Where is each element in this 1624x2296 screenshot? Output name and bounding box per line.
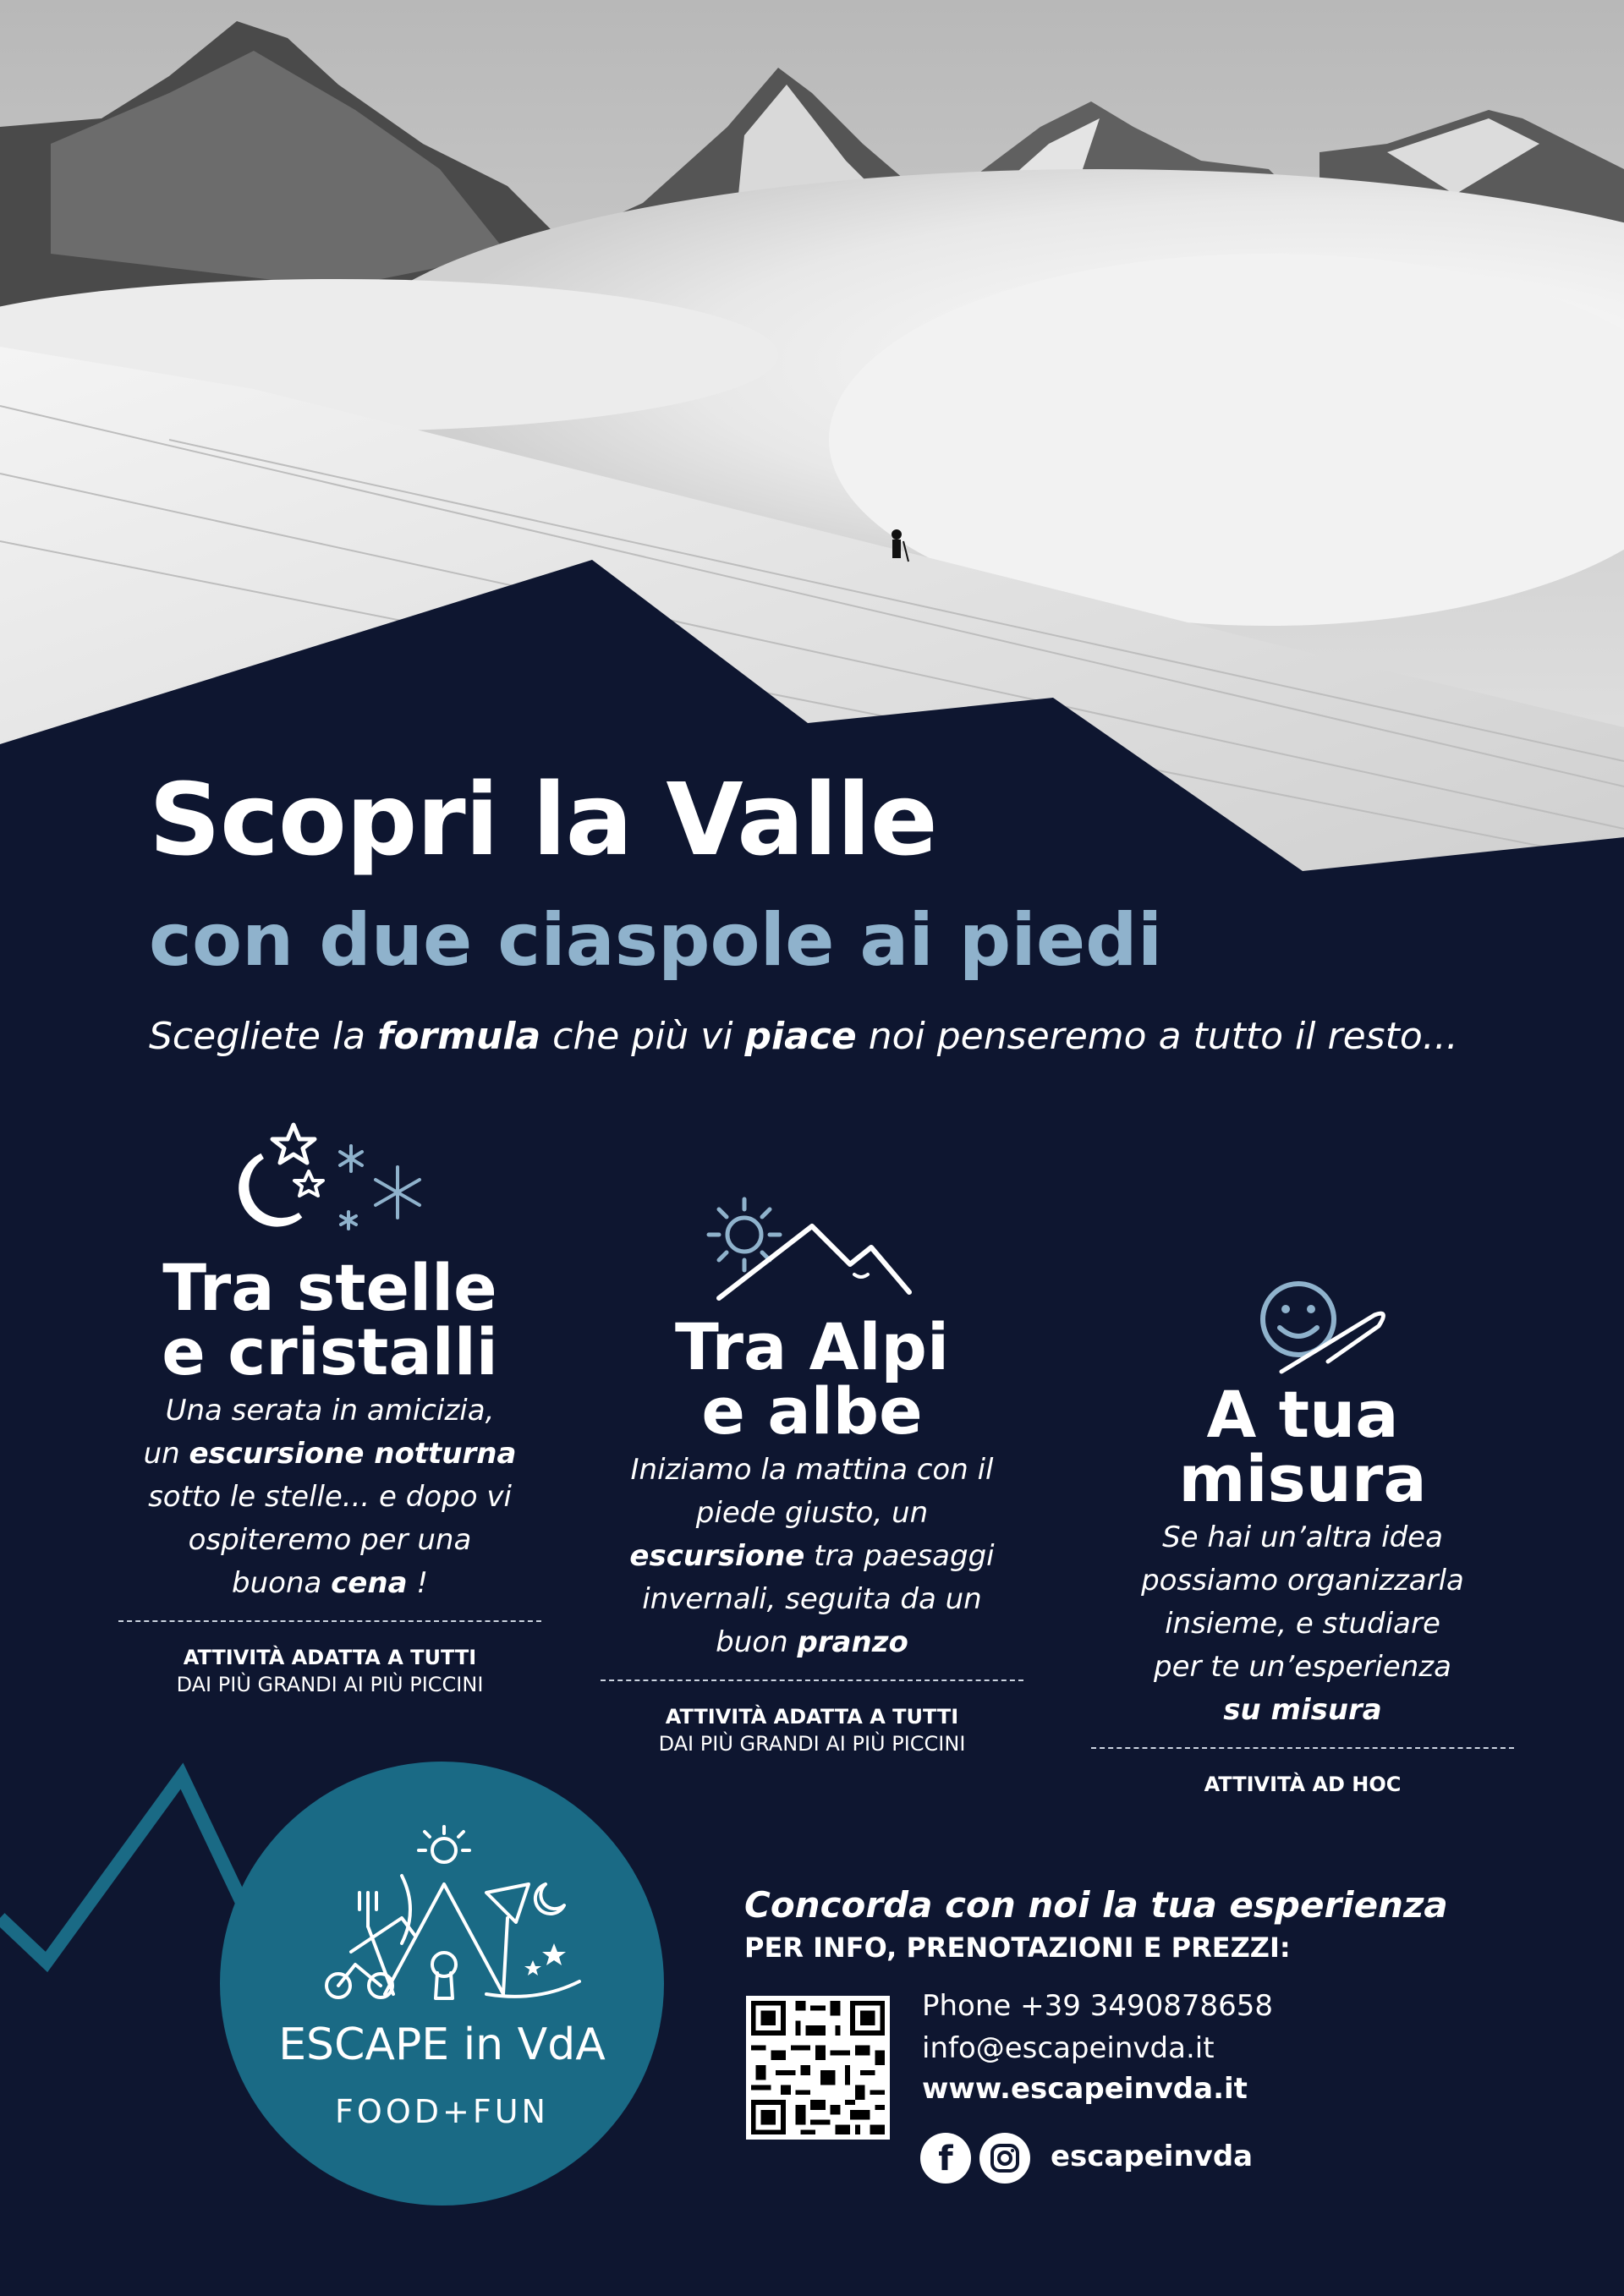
column-description: Una serata in amicizia, un escursione notturna sotto le stelle... e dopo vi ospiteremo per una buona cena ! [143, 1394, 517, 1600]
column-description: Iniziamo la mattina con il piede giusto, un escursione tra paesaggi invernali, seguita da un buon pranzo [629, 1453, 995, 1659]
column-alpi [592, 1309, 1032, 1756]
activity-sublabel: DAI PIÙ GRANDI AI PIÙ PICCINI [658, 1732, 966, 1756]
logo-tagline: FOOD+FUN [335, 2093, 549, 2130]
column-title: Tra Alpi e albe [674, 1309, 950, 1449]
column-misura [1083, 1377, 1522, 1796]
page-subtitle: con due ciaspole ai piedi [149, 898, 1163, 983]
column-title: Tra stelle e cristalli [162, 1250, 498, 1389]
activity-label: ATTIVITÀ ADATTA A TUTTI [183, 1646, 477, 1669]
moon-stars-snowflakes-icon [216, 1121, 436, 1239]
contact-title: Concorda con noi la tua esperienza [744, 1884, 1448, 1926]
qr-code[interactable] [746, 1996, 890, 2140]
column-stelle [110, 1250, 550, 1696]
website-link[interactable]: www.escapeinvda.it [922, 2072, 1248, 2106]
column-description: Se hai un’altra idea possiamo organizzarla insieme, e studiare per te un’esperienza su misura [1141, 1521, 1464, 1727]
activity-label: ATTIVITÀ AD HOC [1204, 1773, 1402, 1796]
social-handle[interactable]: escapeinvda [1051, 2140, 1254, 2173]
column-title: A tua misura [1178, 1377, 1427, 1516]
phone-number[interactable]: Phone +39 3490878658 [922, 1989, 1274, 2023]
divider [601, 1680, 1023, 1681]
activity-label: ATTIVITÀ ADATTA A TUTTI [665, 1705, 959, 1729]
smiley-icon [1248, 1277, 1391, 1383]
logo-name: ESCAPE in VdA [278, 2019, 606, 2070]
contact-subtitle: PER INFO, PRENOTAZIONI E PREZZI: [744, 1932, 1291, 1964]
email-link[interactable]: info@escapeinvda.it [922, 2031, 1215, 2065]
escape-logo [220, 1762, 664, 2206]
facebook-icon[interactable]: f [920, 2133, 971, 2184]
tagline: Scegliete la formula che più vi piace noi penseremo a tutto il resto... [149, 1015, 1458, 1058]
instagram-icon[interactable] [979, 2133, 1030, 2184]
sun-mountains-icon [702, 1192, 914, 1302]
page-title: Scopri la Valle [149, 761, 937, 878]
divider [118, 1620, 541, 1622]
logo-illustration-icon [300, 1825, 588, 2003]
divider [1091, 1747, 1514, 1749]
activity-sublabel: DAI PIÙ GRANDI AI PIÙ PICCINI [176, 1673, 484, 1696]
